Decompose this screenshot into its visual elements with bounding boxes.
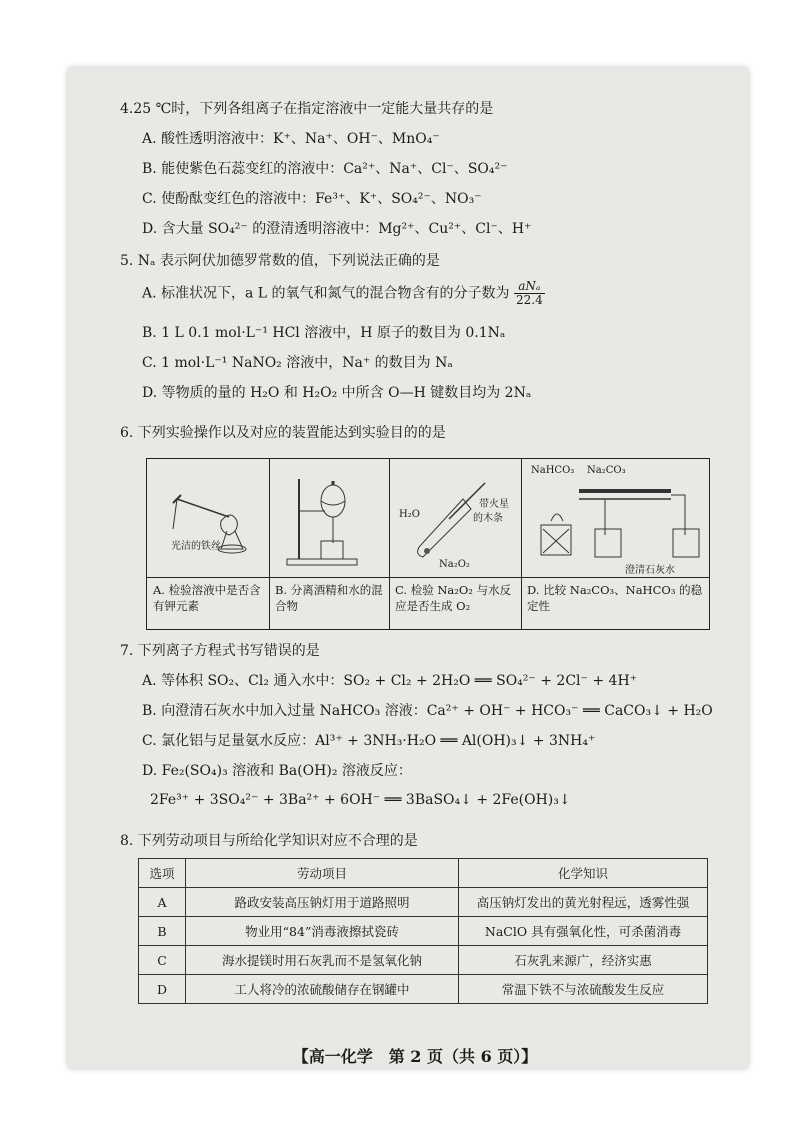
row-b-knowledge: NaClO 具有强氧化性，可杀菌消毒 bbox=[459, 917, 708, 946]
q5-fraction-denominator: 22.4 bbox=[516, 293, 543, 307]
row-a-knowledge: 高压钠灯发出的黄光射程远，透雾性强 bbox=[459, 888, 708, 917]
q4-option-b: B. 能使紫色石蕊变红的溶液中：Ca²⁺、Na⁺、Cl⁻、SO₄²⁻ bbox=[142, 161, 508, 177]
q5-fraction bbox=[514, 280, 545, 307]
q7-option-c: C. 氯化铝与足量氨水反应：Al³⁺ + 3NH₃·H₂O ══ Al(OH)₃↓ + 3NH₄⁺ bbox=[142, 733, 596, 749]
q4-option-a: A. 酸性透明溶液中：K⁺、Na⁺、OH⁻、MnO₄⁻ bbox=[142, 131, 440, 147]
na2o2-label: Na₂O₂ bbox=[439, 559, 470, 570]
apparatus-cell-d bbox=[521, 459, 709, 629]
row-b-option: B bbox=[139, 917, 186, 946]
stability-test-figure bbox=[521, 459, 709, 577]
apparatus-caption-c: C. 检验 Na₂O₂ 与水反应是否生成 O₂ bbox=[389, 577, 521, 618]
q5-fraction-numerator: aNₐ bbox=[514, 280, 545, 294]
q5-stem: 5. Nₐ 表示阿伏加德罗常数的值，下列说法正确的是 bbox=[120, 253, 440, 269]
header-option: 选项 bbox=[139, 859, 186, 888]
row-d-option: D bbox=[139, 975, 186, 1004]
apparatus-cell-b bbox=[269, 459, 390, 629]
water-label: H₂O bbox=[399, 509, 420, 520]
apparatus-cell-c bbox=[389, 459, 522, 629]
q5-option-b: B. 1 L 0.1 mol·L⁻¹ HCl 溶液中，H 原子的数目为 0.1Nₐ bbox=[142, 325, 506, 341]
q7-option-b: B. 向澄清石灰水中加入过量 NaHCO₃ 溶液：Ca²⁺ + OH⁻ + HCO₃⁻ ══ CaCO₃↓ + H₂O bbox=[142, 703, 713, 719]
page-footer: 【高一化学 第 2 页（共 6 页）】 bbox=[292, 1047, 538, 1066]
q7-option-a: A. 等体积 SO₂、Cl₂ 通入水中：SO₂ + Cl₂ + 2H₂O ══ SO₄²⁻ + 2Cl⁻ + 4H⁺ bbox=[142, 673, 638, 689]
table-row bbox=[139, 917, 708, 946]
q5-option-a-text: A. 标准状况下，a L 的氧气和氮气的混合物含有的分子数为 bbox=[142, 285, 510, 302]
q6-stem: 6. 下列实验操作以及对应的装置能达到实验目的的是 bbox=[120, 425, 446, 441]
apparatus-cell-a bbox=[147, 459, 270, 629]
row-d-knowledge: 常温下铁不与浓硫酸发生反应 bbox=[459, 975, 708, 1004]
q4-option-d: D. 含大量 SO₄²⁻ 的澄清透明溶液中：Mg²⁺、Cu²⁺、Cl⁻、H⁺ bbox=[142, 221, 532, 237]
q5-option-d: D. 等物质的量的 H₂O 和 H₂O₂ 中所含 O—H 键数目均为 2Nₐ bbox=[142, 385, 532, 401]
limewater-label: 澄清石灰水 bbox=[625, 565, 675, 576]
q7-stem: 7. 下列离子方程式书写错误的是 bbox=[120, 643, 320, 659]
wire-label: 光洁的铁丝 bbox=[171, 541, 221, 552]
apparatus-table bbox=[146, 458, 710, 630]
row-c-option: C bbox=[139, 946, 186, 975]
row-a-option: A bbox=[139, 888, 186, 917]
q4-stem: 4.25 ℃时，下列各组离子在指定溶液中一定能大量共存的是 bbox=[120, 101, 494, 117]
q7-option-d: D. Fe₂(SO₄)₃ 溶液和 Ba(OH)₂ 溶液反应： bbox=[142, 763, 412, 779]
row-c-labor: 海水提镁时用石灰乳而不是氢氧化钠 bbox=[186, 946, 459, 975]
table-row bbox=[139, 888, 708, 917]
apparatus-caption-d: D. 比较 Na₂CO₃、NaHCO₃ 的稳定性 bbox=[521, 577, 709, 618]
row-c-knowledge: 石灰乳来源广，经济实惠 bbox=[459, 946, 708, 975]
q8-stem: 8. 下列劳动项目与所给化学知识对应不合理的是 bbox=[120, 833, 418, 849]
header-knowledge: 化学知识 bbox=[459, 859, 708, 888]
labor-table bbox=[138, 858, 708, 1004]
apparatus-caption-b: B. 分离酒精和水的混合物 bbox=[269, 577, 389, 618]
splint-label-line1: 带火星 bbox=[479, 499, 509, 510]
flame-test-figure bbox=[147, 459, 269, 577]
table-row bbox=[139, 946, 708, 975]
separatory-funnel-figure bbox=[269, 459, 389, 577]
row-b-labor: 物业用“84”消毒液擦拭瓷砖 bbox=[186, 917, 459, 946]
splint-label-line2: 的木条 bbox=[473, 513, 503, 524]
table-row bbox=[139, 975, 708, 1004]
q5-option-a bbox=[142, 280, 545, 307]
row-a-labor: 路政安装高压钠灯用于道路照明 bbox=[186, 888, 459, 917]
header-labor: 劳动项目 bbox=[186, 859, 459, 888]
q7-option-d-equation: 2Fe³⁺ + 3SO₄²⁻ + 3Ba²⁺ + 6OH⁻ ══ 3BaSO₄↓ + 2Fe(OH)₃↓ bbox=[150, 792, 571, 808]
na2co3-label: Na₂CO₃ bbox=[587, 465, 626, 476]
q4-option-c: C. 使酚酞变红色的溶液中：Fe³⁺、K⁺、SO₄²⁻、NO₃⁻ bbox=[142, 191, 482, 207]
labor-table-header bbox=[139, 859, 708, 888]
q5-option-c: C. 1 mol·L⁻¹ NaNO₂ 溶液中，Na⁺ 的数目为 Nₐ bbox=[142, 355, 453, 371]
row-d-labor: 工人将冷的浓硫酸储存在钢罐中 bbox=[186, 975, 459, 1004]
nahco3-label: NaHCO₃ bbox=[531, 465, 575, 476]
apparatus-caption-a: A. 检验溶液中是否含有钾元素 bbox=[147, 577, 269, 618]
